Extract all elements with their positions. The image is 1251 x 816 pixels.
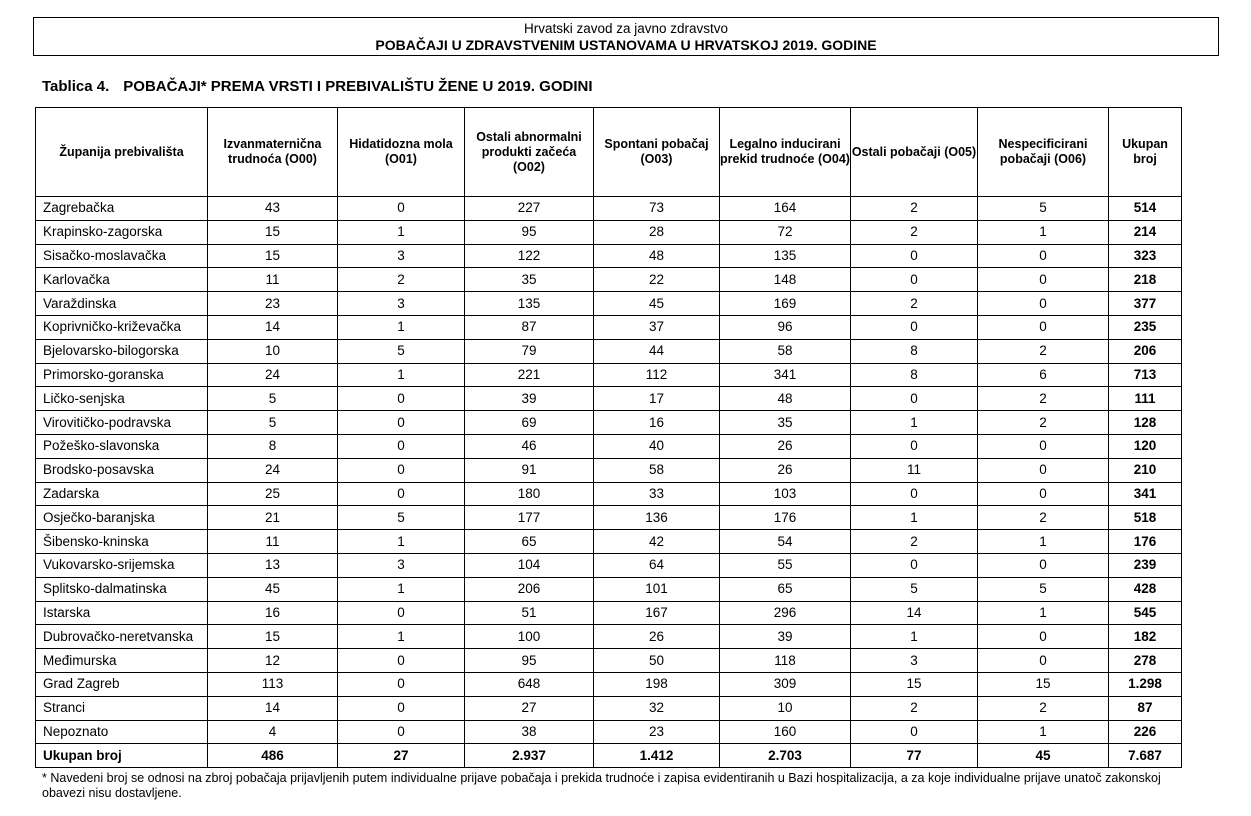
table-cell: 11 <box>851 458 978 482</box>
table-cell: 26 <box>720 434 851 458</box>
table-row <box>36 577 1182 601</box>
table-cell: 96 <box>720 315 851 339</box>
table-cell: 55 <box>720 553 851 577</box>
table-cell: 0 <box>338 482 465 506</box>
table-cell: 0 <box>338 411 465 435</box>
column-header: Ostali abnormalni produkti začeća (O02) <box>465 108 594 197</box>
county-name-cell: Stranci <box>36 696 208 720</box>
total-cell: 27 <box>338 744 465 768</box>
table-row <box>36 458 1182 482</box>
table-cell: 45 <box>594 292 720 316</box>
table-caption <box>42 78 593 95</box>
abortion-table <box>35 107 1182 768</box>
county-name-cell: Splitsko-dalmatinska <box>36 577 208 601</box>
table-cell: 169 <box>720 292 851 316</box>
table-cell: 2 <box>338 268 465 292</box>
table-cell: 0 <box>978 649 1109 673</box>
table-cell: 1 <box>851 506 978 530</box>
table-cell: 2 <box>978 506 1109 530</box>
table-cell: 0 <box>338 458 465 482</box>
row-total-cell: 428 <box>1109 577 1182 601</box>
table-cell: 2 <box>978 339 1109 363</box>
column-header: Spontani pobačaj (O03) <box>594 108 720 197</box>
table-cell: 2 <box>978 696 1109 720</box>
table-row <box>36 363 1182 387</box>
table-cell: 2 <box>851 220 978 244</box>
row-total-cell: 518 <box>1109 506 1182 530</box>
table-cell: 65 <box>720 577 851 601</box>
table-row <box>36 244 1182 268</box>
table-cell: 12 <box>208 649 338 673</box>
county-name-cell: Nepoznato <box>36 720 208 744</box>
row-total-cell: 514 <box>1109 197 1182 221</box>
table-cell: 15 <box>208 625 338 649</box>
table-cell: 6 <box>978 363 1109 387</box>
total-cell: 1.412 <box>594 744 720 768</box>
table-cell: 3 <box>338 553 465 577</box>
table-row <box>36 506 1182 530</box>
table-row <box>36 197 1182 221</box>
table-cell: 1 <box>338 530 465 554</box>
row-total-cell: 206 <box>1109 339 1182 363</box>
table-cell: 10 <box>208 339 338 363</box>
column-header: Nespecificirani pobačaji (O06) <box>978 108 1109 197</box>
county-name-cell: Brodsko-posavska <box>36 458 208 482</box>
table-cell: 45 <box>208 577 338 601</box>
table-cell: 91 <box>465 458 594 482</box>
county-name-cell: Šibensko-kninska <box>36 530 208 554</box>
table-cell: 100 <box>465 625 594 649</box>
table-cell: 1 <box>338 363 465 387</box>
table-cell: 118 <box>720 649 851 673</box>
table-cell: 64 <box>594 553 720 577</box>
county-name-cell: Požeško-slavonska <box>36 434 208 458</box>
table-cell: 0 <box>978 244 1109 268</box>
table-row <box>36 315 1182 339</box>
table-cell: 8 <box>851 363 978 387</box>
table-cell: 15 <box>851 672 978 696</box>
county-name-cell: Bjelovarsko-bilogorska <box>36 339 208 363</box>
table-cell: 16 <box>594 411 720 435</box>
table-row <box>36 649 1182 673</box>
row-total-cell: 1.298 <box>1109 672 1182 696</box>
row-total-cell: 377 <box>1109 292 1182 316</box>
row-total-cell: 210 <box>1109 458 1182 482</box>
table-cell: 0 <box>978 482 1109 506</box>
table-cell: 0 <box>338 434 465 458</box>
row-total-cell: 545 <box>1109 601 1182 625</box>
institution-name: Hrvatski zavod za javno zdravstvo <box>523 21 729 36</box>
table-cell: 167 <box>594 601 720 625</box>
table-cell: 22 <box>594 268 720 292</box>
table-cell: 54 <box>720 530 851 554</box>
column-header: Izvanmaternična trudnoća (O00) <box>208 108 338 197</box>
table-header-row <box>36 108 1182 197</box>
table-cell: 1 <box>978 530 1109 554</box>
total-label-cell: Ukupan broj <box>36 744 208 768</box>
county-name-cell: Ličko-senjska <box>36 387 208 411</box>
table-cell: 0 <box>978 553 1109 577</box>
table-cell: 1 <box>338 625 465 649</box>
row-total-cell: 239 <box>1109 553 1182 577</box>
table-cell: 2 <box>851 696 978 720</box>
county-name-cell: Primorsko-goranska <box>36 363 208 387</box>
table-cell: 0 <box>851 553 978 577</box>
table-cell: 15 <box>208 220 338 244</box>
table-cell: 112 <box>594 363 720 387</box>
table-cell: 95 <box>465 220 594 244</box>
table-cell: 5 <box>338 339 465 363</box>
table-cell: 135 <box>465 292 594 316</box>
table-row <box>36 482 1182 506</box>
table-row <box>36 220 1182 244</box>
table-cell: 1 <box>978 720 1109 744</box>
county-name-cell: Karlovačka <box>36 268 208 292</box>
table-number: Tablica 4. <box>42 78 110 95</box>
total-cell: 45 <box>978 744 1109 768</box>
table-cell: 0 <box>851 315 978 339</box>
table-row <box>36 672 1182 696</box>
column-header: Ukupan broj <box>1109 108 1182 197</box>
table-cell: 1 <box>851 625 978 649</box>
table-cell: 73 <box>594 197 720 221</box>
column-header: Ostali pobačaji (O05) <box>851 108 978 197</box>
row-total-cell: 235 <box>1109 315 1182 339</box>
total-cell: 7.687 <box>1109 744 1182 768</box>
table-cell: 24 <box>208 363 338 387</box>
table-cell: 28 <box>594 220 720 244</box>
table-cell: 136 <box>594 506 720 530</box>
table-cell: 309 <box>720 672 851 696</box>
row-total-cell: 111 <box>1109 387 1182 411</box>
table-cell: 148 <box>720 268 851 292</box>
county-name-cell: Zadarska <box>36 482 208 506</box>
table-cell: 42 <box>594 530 720 554</box>
table-cell: 198 <box>594 672 720 696</box>
row-total-cell: 713 <box>1109 363 1182 387</box>
county-name-cell: Sisačko-moslavačka <box>36 244 208 268</box>
table-cell: 3 <box>338 244 465 268</box>
table-cell: 0 <box>851 720 978 744</box>
table-cell: 26 <box>594 625 720 649</box>
table-cell: 58 <box>594 458 720 482</box>
table-cell: 5 <box>978 577 1109 601</box>
table-cell: 0 <box>851 434 978 458</box>
table-cell: 0 <box>338 720 465 744</box>
table-cell: 0 <box>978 625 1109 649</box>
row-total-cell: 214 <box>1109 220 1182 244</box>
table-cell: 23 <box>594 720 720 744</box>
table-cell: 69 <box>465 411 594 435</box>
table-cell: 177 <box>465 506 594 530</box>
table-cell: 0 <box>338 696 465 720</box>
table-cell: 72 <box>720 220 851 244</box>
table-cell: 17 <box>594 387 720 411</box>
table-cell: 296 <box>720 601 851 625</box>
table-cell: 0 <box>338 197 465 221</box>
table-row <box>36 553 1182 577</box>
table-cell: 221 <box>465 363 594 387</box>
table-cell: 4 <box>208 720 338 744</box>
table-cell: 8 <box>851 339 978 363</box>
table-cell: 8 <box>208 434 338 458</box>
table-cell: 37 <box>594 315 720 339</box>
table-cell: 38 <box>465 720 594 744</box>
row-total-cell: 120 <box>1109 434 1182 458</box>
table-cell: 26 <box>720 458 851 482</box>
table-cell: 0 <box>851 268 978 292</box>
table-cell: 1 <box>978 220 1109 244</box>
row-total-cell: 128 <box>1109 411 1182 435</box>
table-cell: 15 <box>978 672 1109 696</box>
county-name-cell: Varaždinska <box>36 292 208 316</box>
table-row <box>36 292 1182 316</box>
row-total-cell: 176 <box>1109 530 1182 554</box>
county-name-cell: Koprivničko-križevačka <box>36 315 208 339</box>
table-cell: 51 <box>465 601 594 625</box>
table-cell: 160 <box>720 720 851 744</box>
table-row <box>36 434 1182 458</box>
table-cell: 5 <box>338 506 465 530</box>
table-cell: 0 <box>338 601 465 625</box>
table-cell: 0 <box>338 672 465 696</box>
table-row <box>36 696 1182 720</box>
county-name-cell: Grad Zagreb <box>36 672 208 696</box>
table-cell: 44 <box>594 339 720 363</box>
footnote: * Navedeni broj se odnosi na zbroj pobačaja prijavljenih putem individualne prijave pobačaja i prekida trudnoće i zapisa evidentiranih u Bazi hospitalizacija, a za koje individualne prijave unatoč zakonskoj obavezi nisu dostavljene. <box>42 771 1161 800</box>
table-cell: 87 <box>465 315 594 339</box>
table-cell: 10 <box>720 696 851 720</box>
table-cell: 0 <box>851 387 978 411</box>
total-cell: 486 <box>208 744 338 768</box>
table-row <box>36 530 1182 554</box>
column-header: Legalno inducirani prekid trudnoće (O04) <box>720 108 851 197</box>
row-total-cell: 182 <box>1109 625 1182 649</box>
table-cell: 15 <box>208 244 338 268</box>
table-cell: 0 <box>978 292 1109 316</box>
table-cell: 176 <box>720 506 851 530</box>
table-cell: 5 <box>208 387 338 411</box>
table-title: POBAČAJI* PREMA VRSTI I PREBIVALIŠTU ŽENE U 2019. GODINI <box>123 78 593 95</box>
table-cell: 180 <box>465 482 594 506</box>
table-cell: 2 <box>851 197 978 221</box>
table-cell: 2 <box>978 411 1109 435</box>
table-cell: 27 <box>465 696 594 720</box>
table-cell: 14 <box>851 601 978 625</box>
county-name-cell: Međimurska <box>36 649 208 673</box>
table-cell: 65 <box>465 530 594 554</box>
table-cell: 0 <box>978 315 1109 339</box>
county-name-cell: Zagrebačka <box>36 197 208 221</box>
table-cell: 1 <box>338 220 465 244</box>
table-cell: 58 <box>720 339 851 363</box>
report-title: POBAČAJI U ZDRAVSTVENIM USTANOVAMA U HRVATSKOJ 2019. GODINE <box>375 37 877 53</box>
table-cell: 1 <box>851 411 978 435</box>
report-header <box>33 17 1219 56</box>
table-row <box>36 601 1182 625</box>
total-cell: 2.937 <box>465 744 594 768</box>
table-cell: 33 <box>594 482 720 506</box>
table-cell: 0 <box>851 244 978 268</box>
table-cell: 35 <box>465 268 594 292</box>
table-cell: 48 <box>720 387 851 411</box>
table-row <box>36 339 1182 363</box>
table-cell: 14 <box>208 696 338 720</box>
table-cell: 79 <box>465 339 594 363</box>
table-cell: 113 <box>208 672 338 696</box>
table-row <box>36 411 1182 435</box>
table-cell: 16 <box>208 601 338 625</box>
total-cell: 2.703 <box>720 744 851 768</box>
table-cell: 2 <box>851 292 978 316</box>
table-cell: 135 <box>720 244 851 268</box>
total-row <box>36 744 1182 768</box>
total-cell: 77 <box>851 744 978 768</box>
table-cell: 24 <box>208 458 338 482</box>
table-cell: 50 <box>594 649 720 673</box>
table-cell: 35 <box>720 411 851 435</box>
table-cell: 5 <box>978 197 1109 221</box>
table-cell: 206 <box>465 577 594 601</box>
table-cell: 48 <box>594 244 720 268</box>
county-name-cell: Vukovarsko-srijemska <box>36 553 208 577</box>
table-cell: 46 <box>465 434 594 458</box>
county-name-cell: Krapinsko-zagorska <box>36 220 208 244</box>
table-cell: 103 <box>720 482 851 506</box>
table-cell: 648 <box>465 672 594 696</box>
table-cell: 5 <box>208 411 338 435</box>
table-cell: 3 <box>338 292 465 316</box>
table-cell: 40 <box>594 434 720 458</box>
table-cell: 227 <box>465 197 594 221</box>
table-cell: 101 <box>594 577 720 601</box>
table-cell: 1 <box>338 315 465 339</box>
table-cell: 32 <box>594 696 720 720</box>
table-cell: 0 <box>338 649 465 673</box>
table-cell: 3 <box>851 649 978 673</box>
table-cell: 0 <box>338 387 465 411</box>
row-total-cell: 323 <box>1109 244 1182 268</box>
table-row <box>36 720 1182 744</box>
table-cell: 23 <box>208 292 338 316</box>
table-cell: 1 <box>338 577 465 601</box>
table-cell: 0 <box>851 482 978 506</box>
row-total-cell: 87 <box>1109 696 1182 720</box>
county-name-cell: Istarska <box>36 601 208 625</box>
table-cell: 0 <box>978 434 1109 458</box>
table-cell: 164 <box>720 197 851 221</box>
column-header: Županija prebivališta <box>36 108 208 197</box>
table-cell: 11 <box>208 268 338 292</box>
table-cell: 13 <box>208 553 338 577</box>
table-cell: 39 <box>720 625 851 649</box>
row-total-cell: 218 <box>1109 268 1182 292</box>
table-cell: 122 <box>465 244 594 268</box>
table-cell: 21 <box>208 506 338 530</box>
row-total-cell: 278 <box>1109 649 1182 673</box>
table-row <box>36 387 1182 411</box>
table-cell: 43 <box>208 197 338 221</box>
table-cell: 2 <box>978 387 1109 411</box>
table-cell: 0 <box>978 268 1109 292</box>
table-cell: 5 <box>851 577 978 601</box>
table-cell: 1 <box>978 601 1109 625</box>
table-cell: 95 <box>465 649 594 673</box>
table-cell: 39 <box>465 387 594 411</box>
table-body <box>36 197 1182 768</box>
table-cell: 14 <box>208 315 338 339</box>
table-cell: 25 <box>208 482 338 506</box>
table-row <box>36 268 1182 292</box>
table-cell: 2 <box>851 530 978 554</box>
table-cell: 11 <box>208 530 338 554</box>
table-cell: 104 <box>465 553 594 577</box>
table-cell: 0 <box>978 458 1109 482</box>
county-name-cell: Dubrovačko-neretvanska <box>36 625 208 649</box>
row-total-cell: 226 <box>1109 720 1182 744</box>
county-name-cell: Virovitičko-podravska <box>36 411 208 435</box>
table-row <box>36 625 1182 649</box>
column-header: Hidatidozna mola (O01) <box>338 108 465 197</box>
county-name-cell: Osječko-baranjska <box>36 506 208 530</box>
row-total-cell: 341 <box>1109 482 1182 506</box>
table-cell: 341 <box>720 363 851 387</box>
